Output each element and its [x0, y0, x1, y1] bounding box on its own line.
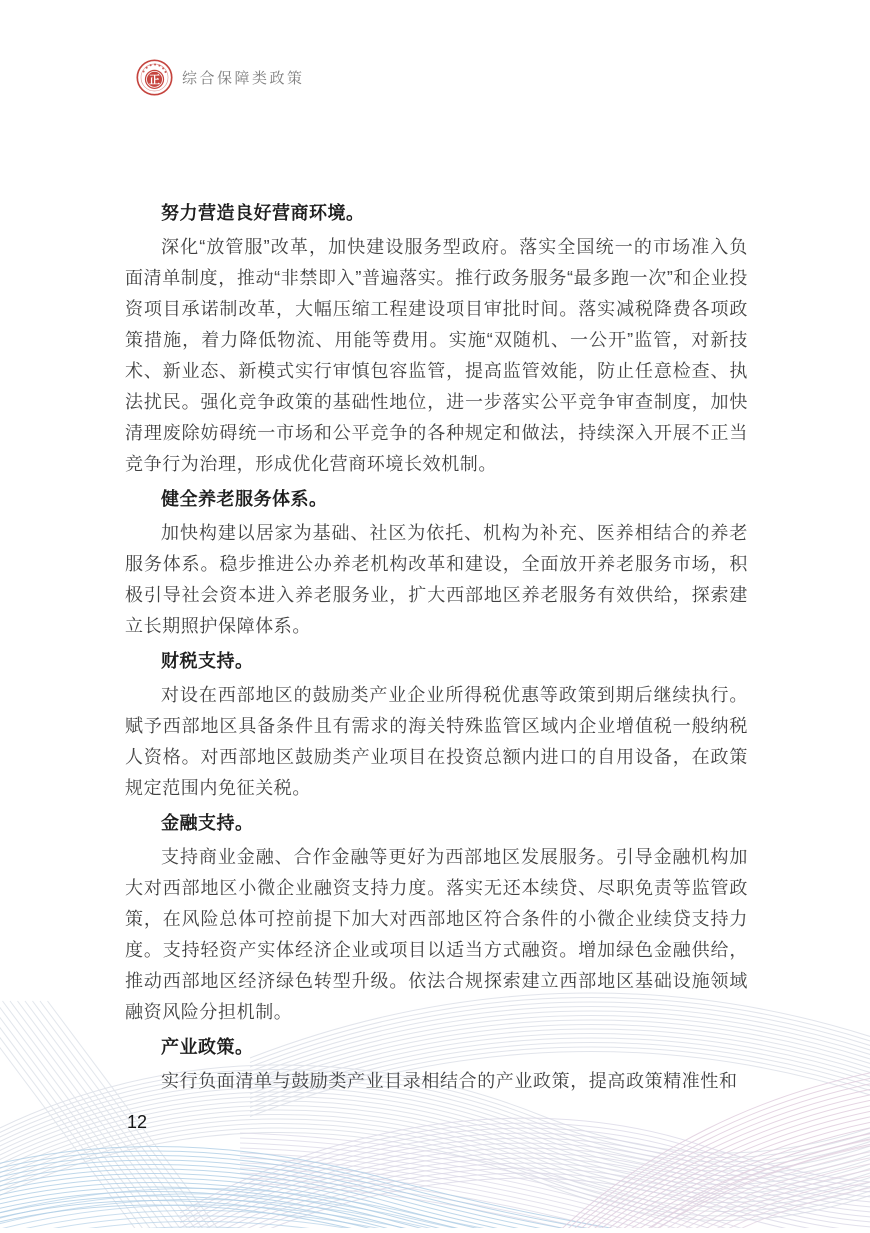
section-paragraph: 加快构建以居家为基础、社区为依托、机构为补充、医养相结合的养老服务体系。稳步推进公办养老机构改革和建设，全面放开养老服务市场，积极引导社会资本进入养老服务业，扩大西部地区养老服务有效供给，探索建立长期照护保障体系。: [125, 523, 748, 636]
section-heading: 健全养老服务体系。: [161, 489, 328, 509]
page-header: [136, 59, 305, 96]
policy-section-industry: [125, 1037, 748, 1097]
section-heading: 努力营造良好营商环境。: [161, 203, 365, 223]
policy-section-fiscal-tax: [125, 651, 748, 804]
policy-section-finance: [125, 813, 748, 1028]
policy-section-business-environment: [125, 203, 748, 480]
page-number: 12: [127, 1112, 148, 1132]
section-heading: 财税支持。: [161, 651, 254, 671]
document-content: [125, 203, 748, 1097]
policy-section-elderly-care: [125, 489, 748, 642]
section-paragraph: 实行负面清单与鼓励类产业目录相结合的产业政策，提高政策精准性和: [161, 1071, 738, 1091]
section-paragraph: 深化“放管服”改革，加快建设服务型政府。落实全国统一的市场准入负面清单制度，推动“非禁即入”普遍落实。推行政务服务“最多跑一次”和企业投资项目承诺制改革，大幅压缩工程建设项目审批时间。落实减税降费各项政策措施，着力降低物流、用能等费用。实施“双随机、一公开”监管，对新技术、新业态、新模式实行审慎包容监管，提高监管效能，防止任意检查、执法扰民。强化竞争政策的基础性地位，进一步落实公平竞争审查制度，加快清理废除妨碍统一市场和公平竞争的各种规定和做法，持续深入开展不正当竞争行为治理，形成优化营商环境长效机制。: [125, 237, 748, 474]
seal-logo-glyph: 正: [148, 74, 161, 87]
section-heading: 产业政策。: [161, 1037, 254, 1057]
section-paragraph: 对设在西部地区的鼓励类产业企业所得税优惠等政策到期后继续执行。赋予西部地区具备条件且有需求的海关特殊监管区域内企业增值税一般纳税人资格。对西部地区鼓励类产业项目在投资总额内进口的自用设备，在政策规定范围内免征关税。: [125, 685, 748, 798]
header-category-title: 综合保障类政策: [182, 70, 305, 87]
section-heading: 金融支持。: [161, 813, 254, 833]
seal-logo-icon: [136, 59, 173, 96]
section-paragraph: 支持商业金融、合作金融等更好为西部地区发展服务。引导金融机构加大对西部地区小微企业融资支持力度。落实无还本续贷、尽职免责等监管政策，在风险总体可控前提下加大对西部地区符合条件的小微企业续贷支持力度。支持轻资产实体经济企业或项目以适当方式融资。增加绿色金融供给，推动西部地区经济绿色转型升级。依法合规探索建立西部地区基础设施领域融资风险分担机制。: [125, 847, 748, 1022]
